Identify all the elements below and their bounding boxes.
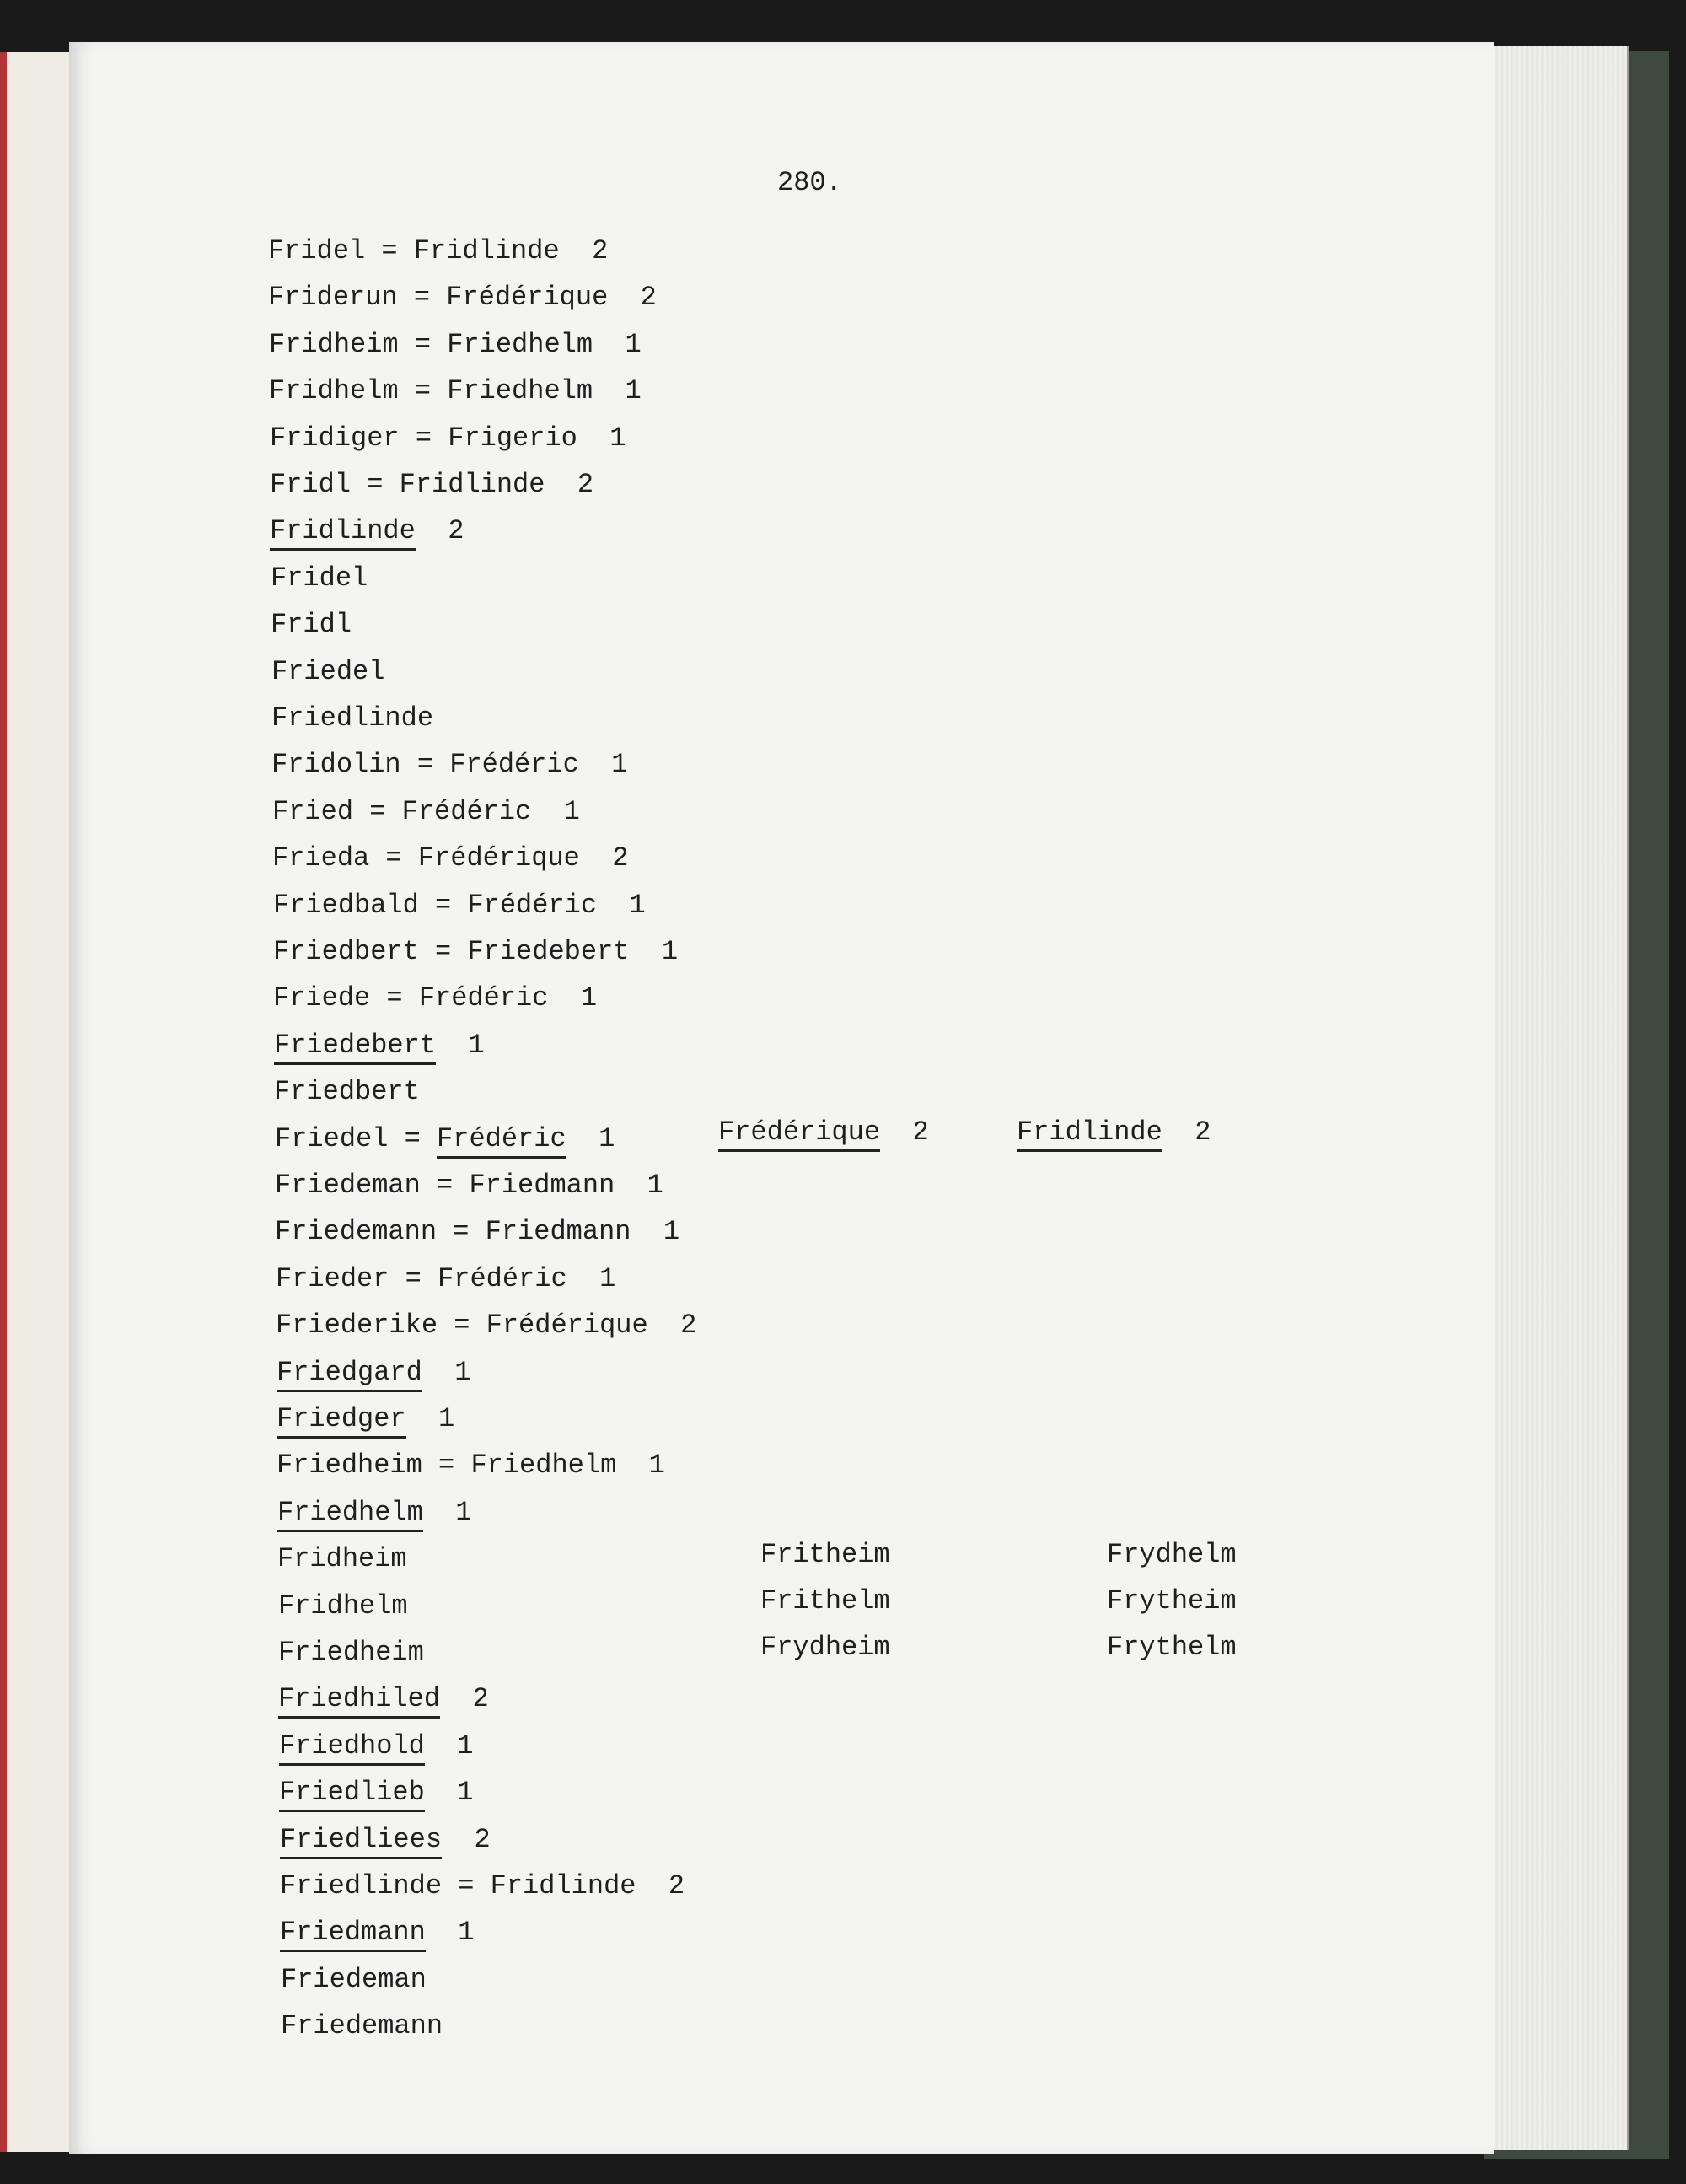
- entry-rest: 1: [424, 1777, 474, 1808]
- entry-line: [275, 1124, 615, 1154]
- entry-name: Fridheim: [269, 329, 399, 360]
- entry-rest: = Friedhelm 1: [398, 329, 642, 360]
- entry-name: Frieda: [272, 842, 370, 874]
- entry-line: [271, 563, 368, 594]
- entry-name: Fridhelm: [269, 375, 399, 406]
- variant-name: Frythelm: [1107, 1632, 1237, 1663]
- page-stack: [1479, 46, 1629, 2150]
- entry-line: [269, 376, 642, 406]
- entry-line: [268, 282, 657, 313]
- variant-name: Frytheim: [1107, 1585, 1237, 1616]
- entry-name: Friedheim: [278, 1637, 424, 1668]
- variant-name: Frydheim: [760, 1632, 890, 1663]
- entry-rest: = Fridlinde 2: [442, 1870, 685, 1902]
- entry-rest: = Frigerio 1: [399, 422, 626, 454]
- entry-rest: = Friedhelm 1: [398, 375, 642, 406]
- entry-name: Fridhelm: [278, 1590, 408, 1622]
- entry-line: [271, 610, 352, 640]
- entry-name: Friedlinde: [271, 702, 434, 734]
- entry-rest: = Frédérique 2: [369, 842, 629, 874]
- entry-line: [269, 330, 642, 360]
- entry-rest: 1: [436, 1030, 485, 1061]
- entry-count: 2: [1162, 1116, 1211, 1148]
- entry-line: [273, 937, 678, 967]
- entry-line: [274, 1030, 485, 1061]
- entry-line: [276, 1264, 615, 1294]
- entry-line: [272, 797, 580, 827]
- entry-line: [271, 750, 627, 780]
- entry-line: [281, 2011, 443, 2041]
- entry-name: Fridolin: [271, 749, 401, 780]
- entry-line: [271, 657, 384, 687]
- entry-line: [270, 423, 626, 454]
- entry-rest: = Frédéric 1: [418, 890, 646, 921]
- entry-reference: Frédérique: [718, 1116, 880, 1152]
- entry-name: Fridiger: [270, 422, 400, 454]
- entry-line: [268, 236, 608, 266]
- entry-line: [273, 890, 646, 921]
- entry-line: [275, 1217, 679, 1247]
- entry-line: [281, 1965, 427, 1995]
- entry-rest: = Friedhelm 1: [422, 1450, 665, 1481]
- entry-rest: 1: [422, 1497, 472, 1528]
- left-page-edge: [0, 52, 7, 2152]
- entry-rest: = Frédérique 2: [397, 282, 657, 313]
- entry-rest: = Frédéric 1: [353, 796, 580, 827]
- entry-name: Friderun: [268, 282, 398, 313]
- entry-name: Fridheim: [277, 1543, 407, 1574]
- entry-name: Friedmann: [280, 1917, 426, 1952]
- entry-name: Friedebert: [274, 1030, 436, 1065]
- entry-name: Fridl: [270, 469, 352, 500]
- entry-count: 1: [566, 1123, 615, 1154]
- entry-line: [278, 1684, 489, 1714]
- entry-name: Fried: [272, 796, 354, 827]
- entry-line: [276, 1310, 696, 1341]
- entry-name: Friedliees: [280, 1824, 442, 1859]
- entry-rest: = Friedebert 1: [418, 936, 679, 967]
- entry-line: [273, 983, 597, 1014]
- entry-name: Friedel: [275, 1123, 389, 1154]
- entry-name: Friedemann: [275, 1216, 438, 1247]
- entry-name: Friedlieb: [279, 1777, 425, 1812]
- entry-name: Friedbert: [273, 936, 419, 967]
- entry-rest: 1: [405, 1403, 455, 1434]
- entry-name: Friedheim: [277, 1450, 422, 1481]
- entry-line-extra: [718, 1117, 929, 1148]
- left-page: [0, 52, 72, 2152]
- entry-line: [272, 843, 628, 874]
- entry-name: Fridlinde: [270, 515, 416, 551]
- entry-rest: = Frédéric 1: [370, 982, 598, 1014]
- entry-line: [279, 1778, 473, 1808]
- entry-line: [280, 1871, 685, 1902]
- variant-name: Frithelm: [760, 1585, 890, 1616]
- entry-rest: = Friedmann 1: [420, 1170, 663, 1201]
- entry-line: [278, 1591, 408, 1622]
- entry-reference: Fridlinde: [1017, 1116, 1162, 1152]
- entry-name: Friedeman: [281, 1964, 427, 1995]
- entry-line: [280, 1825, 491, 1855]
- entry-name: Friedgard: [277, 1357, 422, 1392]
- entry-line: [277, 1358, 470, 1388]
- entry-name: Friedger: [277, 1403, 406, 1439]
- entry-line: [279, 1731, 473, 1762]
- page-number: 280.: [777, 167, 842, 198]
- entry-line: [277, 1450, 665, 1481]
- entry-rest: 1: [422, 1357, 471, 1388]
- entry-name: Frieder: [276, 1263, 389, 1294]
- entry-rest: =: [388, 1123, 438, 1154]
- entry-name: Fridl: [271, 609, 352, 640]
- entry-line: [277, 1404, 454, 1434]
- entry-line: [270, 470, 593, 500]
- entry-name: Friede: [273, 982, 371, 1014]
- entry-line-extra: [1017, 1117, 1211, 1148]
- page: [69, 42, 1494, 2154]
- entry-name: Friedhold: [279, 1730, 425, 1766]
- entry-name: Friedbald: [273, 890, 419, 921]
- entry-name: Friedemann: [281, 2010, 443, 2041]
- entry-line: [275, 1170, 663, 1201]
- variant-name: Frydhelm: [1107, 1539, 1237, 1570]
- entry-rest: 1: [425, 1917, 475, 1948]
- entry-rest: = Friedmann 1: [437, 1216, 680, 1247]
- entry-line: [277, 1498, 471, 1528]
- entry-rest: = Frédéric 1: [389, 1263, 616, 1294]
- entry-rest: = Frédérique 2: [438, 1310, 697, 1341]
- entry-name: Friedhelm: [277, 1497, 423, 1532]
- entry-rest: = Fridlinde 2: [351, 469, 594, 500]
- entry-reference: Frédéric: [437, 1123, 566, 1159]
- entry-name: Friedbert: [274, 1076, 420, 1107]
- entry-name: Fridel: [268, 235, 366, 266]
- entry-rest: 2: [440, 1683, 489, 1714]
- entry-line: [271, 703, 433, 734]
- entry-line: [280, 1918, 474, 1948]
- entry-line: [274, 1077, 420, 1107]
- entry-rest: 2: [415, 515, 464, 546]
- entry-line: [270, 516, 464, 546]
- entry-line: [277, 1544, 407, 1574]
- entry-name: Friedel: [271, 656, 385, 687]
- entry-count: 2: [880, 1116, 929, 1148]
- entry-name: Friedhiled: [278, 1683, 440, 1719]
- entry-line: [278, 1638, 424, 1668]
- entry-rest: = Fridlinde 2: [365, 235, 609, 266]
- variant-name: Fritheim: [760, 1539, 890, 1570]
- entry-rest: 2: [442, 1824, 491, 1855]
- entry-name: Fridel: [271, 562, 368, 594]
- entry-name: Friedeman: [275, 1170, 421, 1201]
- entry-rest: 1: [424, 1730, 474, 1762]
- entry-rest: = Frédéric 1: [400, 749, 628, 780]
- entry-name: Friedlinde: [280, 1870, 443, 1902]
- entry-name: Friederike: [276, 1310, 438, 1341]
